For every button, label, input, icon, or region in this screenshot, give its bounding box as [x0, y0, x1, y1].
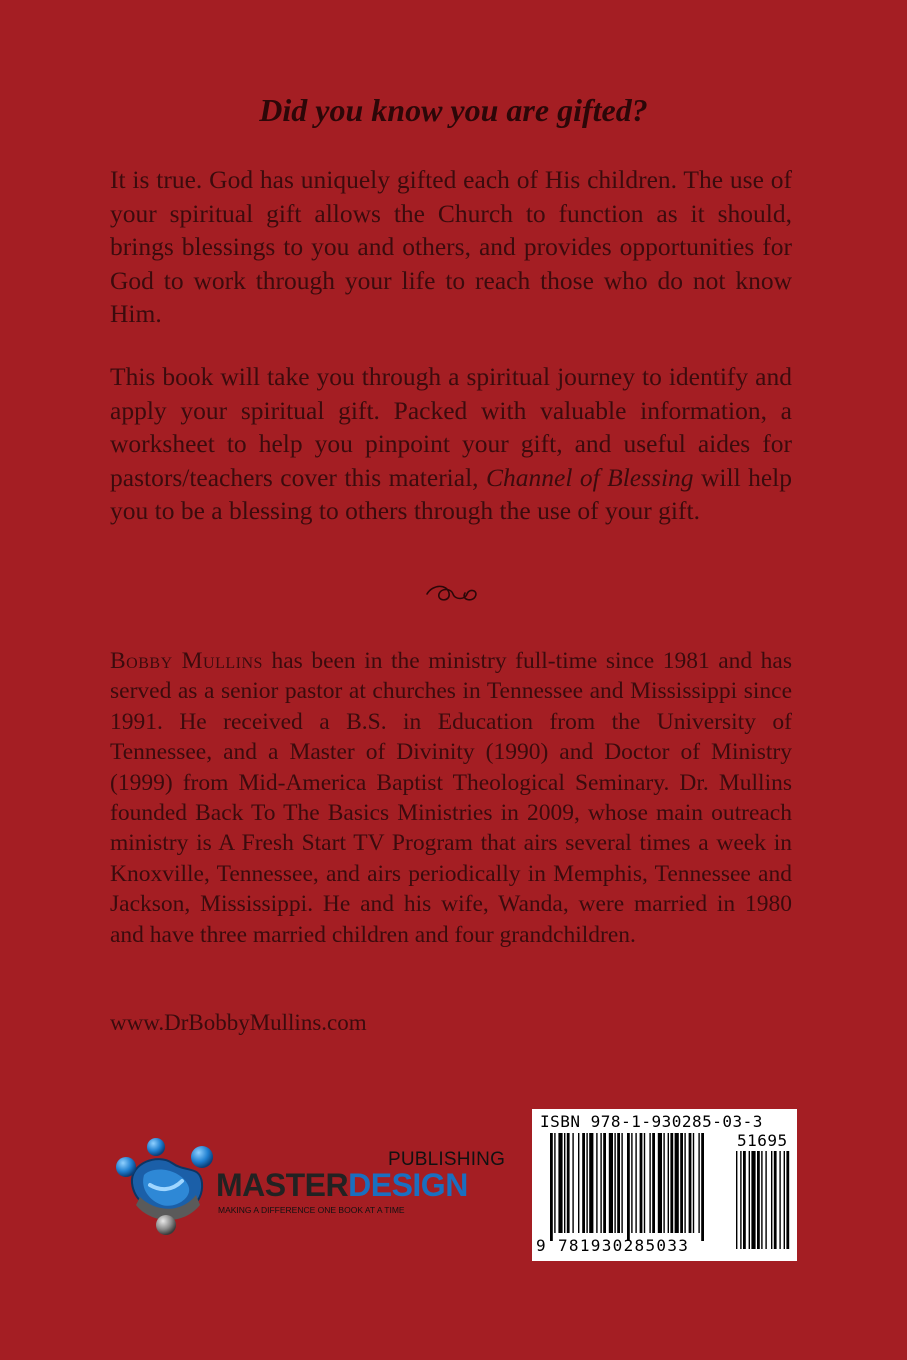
barcode-bar: [589, 1133, 593, 1233]
addon-number: 51695: [737, 1131, 788, 1150]
barcode-bar: [684, 1133, 685, 1233]
barcode-bar: [596, 1133, 597, 1233]
book-description-paragraph: [110, 360, 792, 528]
publisher-tagline: MAKING A DIFFERENCE ONE BOOK AT A TIME: [218, 1205, 405, 1215]
barcode-bar: [621, 1133, 622, 1233]
barcode-bar: [614, 1133, 615, 1233]
barcode-bar: [640, 1133, 643, 1233]
barcode-bar: [627, 1133, 630, 1241]
barcode-bar: [736, 1151, 737, 1249]
barcode-bar: [668, 1133, 669, 1233]
barcode-bar: [786, 1151, 789, 1249]
barcode-bar: [603, 1133, 606, 1233]
barcode-bar: [771, 1151, 772, 1249]
barcode-bar: [582, 1133, 585, 1233]
description-text-start: This book will take you through a spiritual journey to identify and apply your spiritual gift. Packed with valuable information, a worksheet to help you pinpoint your gift, and useful aides for pastors/teachers cover this material,: [110, 362, 792, 492]
barcode-digits: 781930285033: [558, 1236, 690, 1255]
book-title: Channel of Blessing: [486, 462, 694, 492]
barcode-bar: [554, 1133, 555, 1233]
barcode-bar: [689, 1133, 692, 1233]
barcode-bar: [680, 1133, 683, 1233]
barcode-bar: [670, 1133, 673, 1233]
publisher-logo: [110, 1135, 506, 1245]
intro-paragraph: It is true. God has uniquely gifted each of His children. The use of your spiritual gift allows the Church to function as it should, brings blessings to you and others, and provides opportunities for God to work through your life to reach those who do not know Him.: [110, 165, 792, 328]
publishing-word: PUBLISHING: [388, 1149, 506, 1170]
barcode-bar: [749, 1151, 750, 1249]
barcode-bar: [600, 1133, 601, 1233]
barcode-bar: [779, 1151, 780, 1249]
barcode-bar: [751, 1151, 755, 1249]
barcode-bar: [698, 1133, 699, 1233]
barcode-bar: [761, 1151, 762, 1249]
barcode-bar: [586, 1133, 587, 1233]
barcode-bar: [567, 1133, 570, 1233]
description-text-end: will help you to be a blessing to others through the use of your gift.: [110, 462, 792, 525]
barcode-bar: [572, 1133, 573, 1233]
knot-emblem-icon: [110, 1135, 220, 1245]
publisher-name: [216, 1167, 468, 1204]
author-bio: [110, 646, 792, 950]
publisher-name-master: MASTER: [216, 1167, 349, 1203]
barcode-bar: [663, 1133, 664, 1233]
barcode-bar: [757, 1151, 760, 1249]
barcode-bar: [631, 1133, 632, 1233]
barcode-bar: [765, 1151, 766, 1249]
barcode-bar: [743, 1151, 746, 1249]
barcode-bar: [693, 1133, 694, 1233]
barcode-bar: [644, 1133, 645, 1233]
publisher-name-design: DESIGN: [348, 1167, 468, 1203]
isbn-label: ISBN 978-1-930285-03-3: [540, 1112, 763, 1131]
barcode-bar: [558, 1133, 562, 1233]
barcode-bar: [740, 1151, 741, 1249]
barcode-bar: [649, 1133, 650, 1233]
barcode-bar: [701, 1133, 704, 1241]
barcode-bar: [774, 1151, 777, 1249]
author-website: www.DrBobbyMullins.com: [110, 1010, 367, 1035]
barcode-bar: [617, 1133, 620, 1233]
author-name: Bobby Mullins: [110, 648, 263, 674]
barcode-bar: [652, 1133, 655, 1233]
barcode-bar: [609, 1133, 613, 1233]
barcode-bar: [564, 1133, 565, 1233]
barcode-first-digit: 9: [536, 1236, 546, 1255]
barcode-bar: [550, 1133, 553, 1241]
barcode-bar: [784, 1151, 785, 1249]
barcode-bar: [578, 1133, 579, 1233]
barcode-bar: [675, 1133, 679, 1233]
headline: Did you know you are gifted?: [259, 92, 648, 128]
isbn-barcode: [532, 1109, 797, 1261]
flourish-ornament-icon: [425, 580, 479, 606]
author-bio-text: has been in the ministry full-time since 1981 and has served as a senior pastor at churches in Tennessee and Mississippi since 1991. He received a B.S. in Education from the University of Tennessee, and a Master of Divinity (1990) and Doctor of Ministry (1999) from Mid-America Baptist Theological Seminary. Dr. Mullins founded Back To The Basics Ministries in 2009, whose main outreach ministry is A Fresh Start TV Program that airs several times a week in Knoxville, Tennessee, and airs periodically in Memphis, Tennessee and Jackson, Mississippi. He and his wife, Wanda, were married in 1980 and have three married children and four grandchildren.: [110, 648, 793, 948]
barcode-bar: [658, 1133, 662, 1233]
barcode-bar: [635, 1133, 636, 1233]
